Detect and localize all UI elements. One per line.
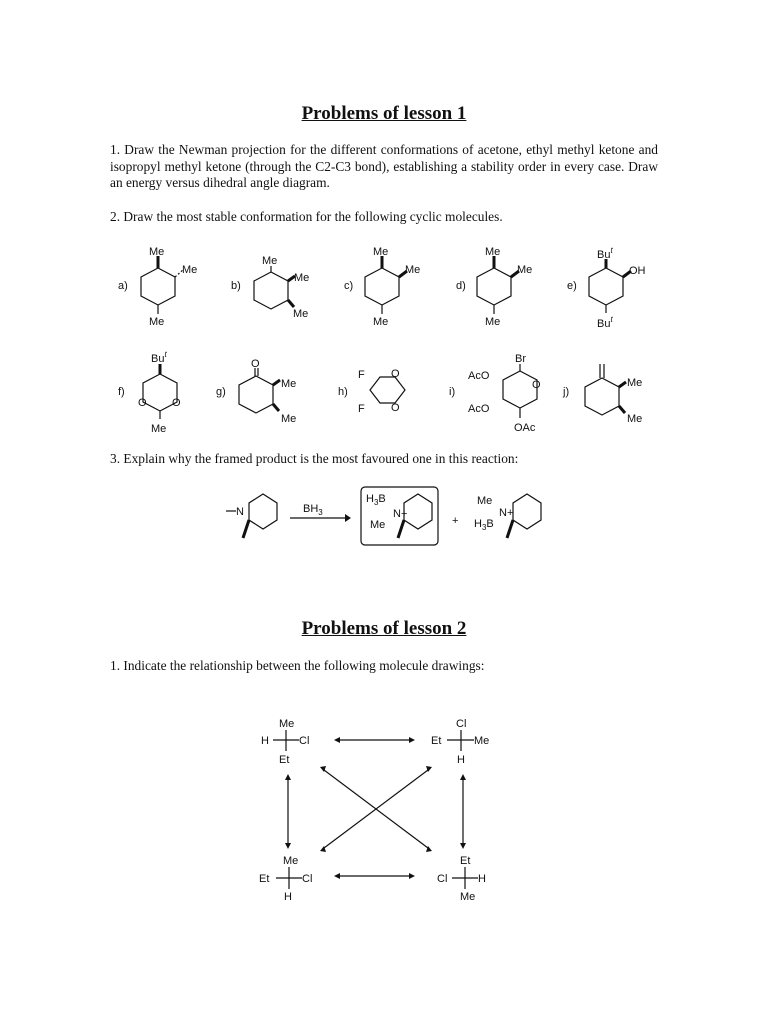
g-me-top: Me [281, 378, 297, 390]
bond-b-right2 [288, 300, 294, 307]
molecule-e [567, 246, 646, 330]
f1-left: H [261, 735, 269, 747]
ring-d [477, 268, 511, 305]
framed-n: N+ [393, 508, 408, 520]
minor-ring [513, 494, 541, 529]
label-g: g) [216, 386, 226, 398]
f4-bottom: Me [460, 891, 476, 903]
minor-methyl [507, 520, 513, 538]
ring-b [254, 272, 288, 309]
molecule-g [216, 358, 296, 425]
ring-g [239, 376, 273, 413]
reaction-scheme [226, 487, 541, 545]
f2-top: Cl [456, 718, 467, 730]
fischer-projection-4 [437, 855, 486, 903]
minor-me: Me [477, 495, 493, 507]
label-b: b) [231, 280, 241, 292]
i-br: Br [515, 353, 526, 365]
reaction-arrowhead [345, 514, 351, 522]
e-bu-bottom: Bu$^t$ [597, 315, 613, 330]
ring-a [141, 268, 175, 305]
f3-left: Et [259, 873, 270, 885]
g-o: O [251, 358, 260, 370]
h-o-bottom: O [391, 402, 400, 414]
d-me-bottom: Me [485, 316, 501, 328]
label-i: i) [449, 386, 456, 398]
i-aco-bottom: AcO [468, 403, 490, 415]
molecule-i [449, 353, 541, 434]
c-me-top: Me [373, 246, 389, 258]
reactant-ring [249, 494, 277, 529]
f2-bottom: H [457, 754, 465, 766]
i-aco-top: AcO [468, 370, 490, 382]
h-f-bottom: F [358, 403, 365, 415]
label-j: j) [563, 386, 570, 398]
molecule-h [338, 368, 405, 415]
molecule-c [344, 246, 420, 328]
label-a: a) [118, 280, 128, 292]
bond-g-right [273, 380, 280, 385]
f1-right: Cl [299, 735, 310, 747]
label-d: d) [456, 280, 466, 292]
c-me-right: Me [405, 264, 421, 276]
f3-top: Me [283, 855, 299, 867]
f3-bottom: H [284, 891, 292, 903]
f-o-left: O [138, 397, 147, 409]
b-me-bottom: Me [293, 308, 309, 320]
b-me-right: Me [294, 272, 310, 284]
bond-j-right2 [619, 406, 625, 413]
framed-h3b: $H_3B$ [366, 493, 386, 507]
ring-e [589, 268, 623, 305]
i-o: O [532, 379, 541, 391]
f-me: Me [151, 423, 167, 435]
ring-h [370, 377, 405, 403]
reactant-n: N [236, 506, 244, 518]
label-c: c) [344, 280, 354, 292]
e-bu-top: Bu$^t$ [597, 246, 613, 261]
j-me-bottom: Me [627, 413, 643, 425]
framed-ring [404, 494, 432, 529]
question-1-3-text: 3. Explain why the framed product is the most favoured one in this reaction: [110, 451, 519, 466]
g-me-bottom: Me [281, 413, 297, 425]
e-oh: OH [629, 265, 646, 277]
bond-j-right [619, 382, 626, 387]
minor-n: N+ [499, 507, 514, 519]
f4-top: Et [460, 855, 471, 867]
molecule-j [562, 364, 642, 425]
d-me-right: Me [517, 264, 533, 276]
label-e: e) [567, 280, 577, 292]
a-me-bottom: Me [149, 316, 165, 328]
molecule-f [118, 350, 181, 435]
f3-right: Cl [302, 873, 313, 885]
h-f-top: F [358, 369, 365, 381]
h-o-top: O [391, 368, 400, 380]
question-1-2-text: 2. Draw the most stable conformation for the following cyclic molecules. [110, 209, 503, 224]
label-h: h) [338, 386, 348, 398]
c-me-bottom: Me [373, 316, 389, 328]
question-2-1-text: 1. Indicate the relationship between the following molecule drawings: [110, 658, 485, 673]
molecule-a [118, 246, 197, 328]
f4-left: Cl [437, 873, 448, 885]
question-1-1-text: 1. Draw the Newman projection for the different conformations of acetone, ethyl methyl ketone and isopropyl methyl ketone (through the C2-C3 bond), establishing a stability order in every case. Draw an energy versus dihedral angle diagram. [110, 142, 658, 190]
framed-methyl [398, 520, 404, 538]
bond-g-right2 [273, 404, 279, 411]
f-bu: Bu$^t$ [151, 350, 167, 365]
f2-left: Et [431, 735, 442, 747]
a-me-top: Me [149, 246, 165, 258]
molecule-b [231, 255, 309, 320]
relationship-arrows [285, 737, 466, 879]
fischer-projection-3 [259, 855, 312, 903]
f1-top: Me [279, 718, 295, 730]
fischer-projection-1 [261, 718, 309, 766]
ring-j [585, 378, 619, 415]
lesson2-title: Problems of lesson 2 [301, 618, 467, 639]
f2-right: Me [474, 735, 490, 747]
minor-h3b: $H_3B$ [474, 518, 494, 532]
label-f: f) [118, 386, 125, 398]
d-me-top: Me [485, 246, 501, 258]
reagent: $BH_3$ [303, 503, 323, 517]
i-oac: OAc [514, 422, 536, 434]
framed-me: Me [370, 519, 386, 531]
fischer-projection-2 [431, 718, 489, 766]
ring-c [365, 268, 399, 305]
molecule-d [456, 246, 532, 328]
b-me-top: Me [262, 255, 278, 267]
f4-right: H [478, 873, 486, 885]
reactant-methyl [243, 520, 249, 538]
a-me-right: Me [182, 264, 198, 276]
lesson1-title: Problems of lesson 1 [301, 103, 467, 124]
j-me-top: Me [627, 377, 643, 389]
f1-bottom: Et [279, 754, 290, 766]
f-o-right: O [172, 397, 181, 409]
plus-sign: + [452, 515, 459, 527]
